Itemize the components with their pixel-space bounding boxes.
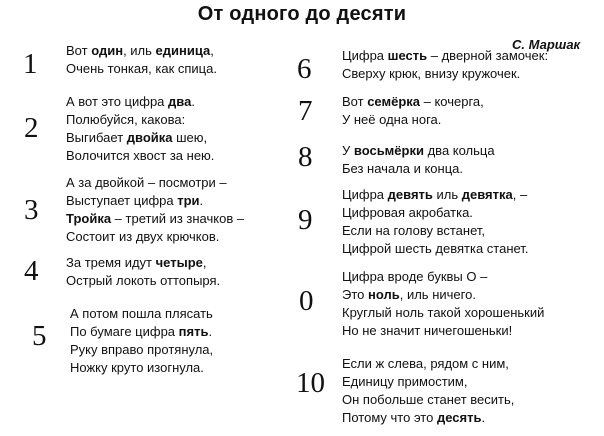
stanza-lines	[66, 174, 244, 246]
stanza-number: 3	[24, 194, 39, 226]
line-text: Если на голову встанет,	[342, 223, 485, 238]
line-text: , иль	[123, 43, 156, 58]
stanza-number: 6	[297, 53, 312, 85]
highlighted-word: единица	[155, 43, 211, 58]
stanza-number: 0	[299, 285, 314, 317]
line-text: Сверху крюк, внизу кружочек.	[342, 66, 521, 81]
line-text: Единицу примостим,	[342, 374, 468, 389]
highlighted-word: три	[177, 193, 200, 208]
stanza-number: 2	[24, 112, 39, 144]
line-text: У	[342, 143, 354, 158]
poem-line	[66, 129, 214, 147]
line-text: Без начала и конца.	[342, 161, 464, 176]
line-text: Цифра вроде буквы О –	[342, 269, 488, 284]
stanza-number: 5	[32, 320, 47, 352]
line-text: иль	[432, 187, 462, 202]
line-text: Если ж слева, рядом с ним,	[342, 356, 509, 371]
highlighted-word: девятка	[461, 187, 513, 202]
poem-author: С. Маршак	[512, 37, 581, 52]
stanza-lines	[66, 42, 217, 78]
stanza-lines	[66, 254, 220, 290]
poem-line	[342, 47, 548, 65]
poem-line	[66, 192, 244, 210]
line-text: Выступает цифра	[66, 193, 178, 208]
line-text: А за двойкой – посмотри –	[66, 175, 227, 190]
poem-line	[66, 147, 214, 165]
poem-line	[342, 355, 514, 373]
poem-line	[342, 322, 544, 340]
line-text: – третий из значков –	[111, 211, 245, 226]
line-text: Руку вправо протянула,	[70, 342, 214, 357]
poem-line	[342, 111, 484, 129]
line-text: Но не значит ничегошеньки!	[342, 323, 513, 338]
poem-line	[66, 174, 244, 192]
highlighted-word: шесть	[387, 48, 428, 63]
line-text: Ножку круто изогнула.	[70, 360, 204, 375]
line-text: Потому что это	[342, 410, 437, 425]
line-text: Вот	[342, 94, 368, 109]
highlighted-word: четыре	[155, 255, 203, 270]
poem-line	[342, 373, 514, 391]
stanza-lines	[70, 305, 213, 377]
poem-line	[342, 391, 514, 409]
line-text: Цифровая акробатка.	[342, 205, 473, 220]
line-text: Состоит из двух крючков.	[66, 229, 220, 244]
highlighted-word: двойка	[126, 130, 173, 145]
highlighted-word: восьмёрки	[353, 143, 424, 158]
poem-line	[66, 228, 244, 246]
line-text: ,	[202, 255, 207, 270]
line-text: .	[191, 94, 195, 109]
stanza-number: 9	[298, 204, 313, 236]
line-text: .	[481, 410, 486, 425]
line-text: А потом пошла плясать	[70, 306, 213, 321]
line-text: Цифра	[342, 48, 388, 63]
line-text: , –	[512, 187, 528, 202]
highlighted-word: пять	[178, 324, 209, 339]
line-text: два кольца	[423, 143, 495, 158]
poem-line	[342, 222, 528, 240]
poem-line	[342, 286, 544, 304]
stanza-lines	[342, 93, 484, 129]
line-text: – дверной замочек:	[427, 48, 549, 63]
line-text: , иль ничего.	[399, 287, 476, 302]
line-text: Круглый ноль такой хорошенький	[342, 305, 545, 320]
highlighted-word: девять	[387, 187, 433, 202]
line-text: Цифра	[342, 187, 388, 202]
line-text: А вот это цифра	[66, 94, 169, 109]
stanza-number: 4	[24, 255, 39, 287]
poem-line	[342, 65, 548, 83]
poem-line	[70, 305, 213, 323]
poem-line	[342, 304, 544, 322]
line-text: Выгибает	[66, 130, 127, 145]
poem-line	[342, 204, 528, 222]
line-text: Цифрой шесть девятка станет.	[342, 241, 529, 256]
poem-line	[66, 111, 214, 129]
highlighted-word: ноль	[368, 287, 400, 302]
line-text: У неё одна нога.	[342, 112, 442, 127]
line-text: Очень тонкая, как спица.	[66, 61, 217, 76]
line-text: Это	[342, 287, 368, 302]
line-text: .	[208, 324, 213, 339]
line-text: ,	[210, 43, 214, 58]
stanza-number: 1	[23, 48, 38, 80]
poem-line	[66, 42, 217, 60]
stanza-number: 7	[298, 95, 313, 127]
highlighted-word: семёрка	[367, 94, 420, 109]
line-text: По бумаге цифра	[70, 324, 179, 339]
poem-line	[66, 254, 220, 272]
stanza-lines	[342, 47, 548, 83]
line-text: Он побольше станет весить,	[342, 392, 515, 407]
poem-line	[342, 240, 528, 258]
poem-line	[70, 323, 213, 341]
poem-line	[66, 93, 214, 111]
stanza-number: 10	[296, 367, 325, 399]
poem-line	[66, 60, 217, 78]
poem-line	[66, 210, 244, 228]
line-text: Острый локоть оттопыря.	[66, 273, 221, 288]
poem-line	[342, 93, 484, 111]
highlighted-word: один	[91, 43, 124, 58]
poem-line	[70, 359, 213, 377]
line-text: шею,	[172, 130, 208, 145]
poem-line	[342, 268, 544, 286]
stanza-lines	[342, 142, 495, 178]
line-text: Полюбуйся, какова:	[66, 112, 186, 127]
stanza-lines	[342, 355, 514, 427]
poem-title: От одного до десяти	[197, 3, 407, 25]
highlighted-word: два	[168, 94, 192, 109]
line-text: Волочится хвост за нею.	[66, 148, 215, 163]
stanza-lines	[342, 268, 544, 340]
highlighted-word: десять	[436, 410, 482, 425]
poem-line	[66, 272, 220, 290]
stanza-lines	[66, 93, 214, 165]
poem-line	[342, 409, 514, 427]
line-text: – кочерга,	[420, 94, 484, 109]
poem-line	[342, 142, 495, 160]
poem-line	[342, 160, 495, 178]
stanza-number: 8	[298, 141, 313, 173]
poem-line	[342, 186, 528, 204]
highlighted-word: Тройка	[66, 211, 112, 226]
line-text: За тремя идут	[66, 255, 156, 270]
line-text: .	[199, 193, 204, 208]
stanza-lines	[342, 186, 528, 258]
poem-line	[70, 341, 213, 359]
line-text: Вот	[66, 43, 92, 58]
